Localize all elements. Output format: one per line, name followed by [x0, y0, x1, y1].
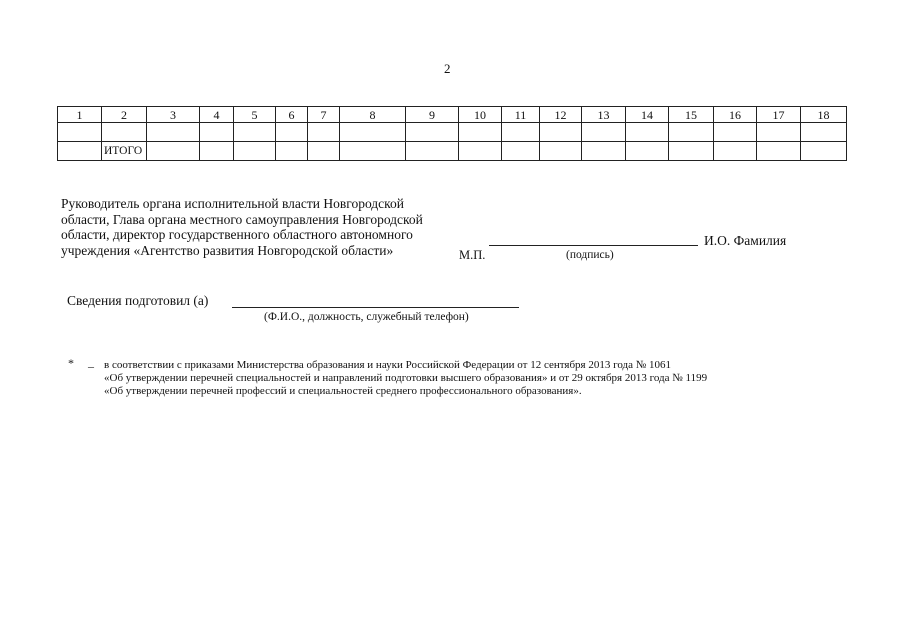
footnote-dash: – [88, 359, 94, 373]
table-cell [626, 123, 669, 142]
signer-name-placeholder: И.О. Фамилия [704, 233, 787, 248]
table-cell [757, 123, 801, 142]
column-number: 5 [234, 107, 276, 123]
table-cell [502, 142, 540, 161]
table-cell [406, 123, 459, 142]
table-cell [58, 142, 102, 161]
column-number: 18 [801, 107, 847, 123]
table-cell [459, 142, 502, 161]
signer-title: Руководитель органа исполнительной власти Новгородской области, Глава органа местного самоуправления Новгородской области, директор государственного областного автономного учреждения «Агентство развития Новгородской области» [61, 196, 423, 258]
seal-label: М.П. [459, 248, 486, 262]
column-number: 16 [714, 107, 757, 123]
table-cell [801, 123, 847, 142]
prepared-by-label: Сведения подготовил (а) [67, 293, 209, 308]
table-cell [714, 142, 757, 161]
footnote-marker: * [68, 356, 74, 370]
column-number: 14 [626, 107, 669, 123]
table-cell [582, 123, 626, 142]
table-cell [58, 123, 102, 142]
table-cell [801, 142, 847, 161]
signature-line [489, 245, 698, 246]
table-header-row [58, 107, 847, 123]
signature-caption: (подпись) [566, 249, 614, 261]
column-number: 6 [276, 107, 308, 123]
column-number: 2 [102, 107, 147, 123]
table-row [58, 123, 847, 142]
table-cell [308, 123, 340, 142]
column-number: 1 [58, 107, 102, 123]
table-cell [582, 142, 626, 161]
column-number: 9 [406, 107, 459, 123]
table-cell [147, 123, 200, 142]
column-number: 13 [582, 107, 626, 123]
table-cell [626, 142, 669, 161]
column-number: 4 [200, 107, 234, 123]
column-number: 15 [669, 107, 714, 123]
table-cell [406, 142, 459, 161]
table-cell [234, 142, 276, 161]
table-cell [540, 142, 582, 161]
column-number: 8 [340, 107, 406, 123]
footnote-text: в соответствии с приказами Министерства образования и науки Российской Федерации от 12 сентября 2013 года № 1061 «Об утверждении перечней специальностей и направлений подготовки высшего образования» и от 29 октября 2013 года № 1199 «Об утверждении перечней профессий и специальностей среднего профессионального образования». [104, 359, 708, 397]
table-cell [200, 142, 234, 161]
table-cell [669, 142, 714, 161]
table-row-total [58, 142, 847, 161]
table-cell [102, 123, 147, 142]
column-number: 7 [308, 107, 340, 123]
column-number: 10 [459, 107, 502, 123]
table-cell [340, 142, 406, 161]
table-cell [714, 123, 757, 142]
table-cell [757, 142, 801, 161]
prepared-by-caption: (Ф.И.О., должность, служебный телефон) [264, 311, 469, 323]
table-cell [669, 123, 714, 142]
column-number: 12 [540, 107, 582, 123]
page-number: 2 [444, 61, 451, 76]
table-cell [147, 142, 200, 161]
table-cell [276, 123, 308, 142]
table-cell [276, 142, 308, 161]
column-number: 11 [502, 107, 540, 123]
table-cell [540, 123, 582, 142]
table-cell [340, 123, 406, 142]
column-number: 3 [147, 107, 200, 123]
column-number: 17 [757, 107, 801, 123]
table-cell [502, 123, 540, 142]
data-table [57, 106, 847, 161]
table-cell [200, 123, 234, 142]
table-cell [234, 123, 276, 142]
total-label: ИТОГО [102, 142, 147, 161]
table-cell [459, 123, 502, 142]
prepared-by-line [232, 307, 519, 308]
table-cell [308, 142, 340, 161]
